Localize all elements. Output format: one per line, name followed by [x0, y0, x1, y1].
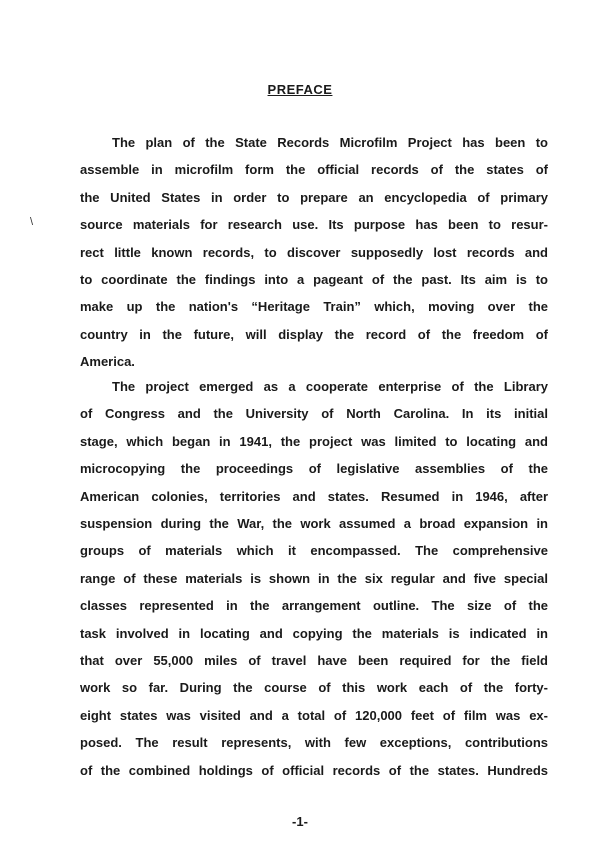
text-line: country in the future, will display the record of the freedom of [80, 326, 548, 342]
text-line: of Congress and the University of North Carolina. In its initial [80, 406, 548, 422]
text-line: posed. The result represents, with few exceptions, contributions [80, 735, 548, 751]
stray-mark: \ [30, 216, 34, 228]
text-line: suspension during the War, the work assumed a broad expansion in [80, 516, 548, 531]
text-line: source materials for research use. Its purpose has been to resur- [80, 217, 548, 233]
text-line: rect little known records, to discover supposedly lost records and [80, 244, 548, 260]
text-line: to coordinate the findings into a pageant of the past. Its aim is to [80, 272, 548, 287]
page-title [0, 82, 600, 97]
title-text: PREFACE [267, 82, 333, 97]
text-line: assemble in microfilm form the official records of the states of [80, 162, 548, 178]
text-line: work so far. During the course of this work each of the forty- [80, 680, 548, 696]
text-line: microcopying the proceedings of legislative assemblies of the [80, 461, 548, 477]
text-line: eight states was visited and a total of 120,000 feet of film was ex- [80, 707, 548, 723]
text-line: classes represented in the arrangement outline. The size of the [80, 598, 548, 614]
text-line: The plan of the State Records Microfilm Project has been to [112, 135, 548, 150]
text-line: make up the nation's “Heritage Train” which, moving over the [80, 299, 548, 315]
text-line: range of these materials is shown in the six regular and five special [80, 570, 548, 586]
page-number: -1- [292, 814, 308, 829]
text-line: that over 55,000 miles of travel have been required for the field [80, 653, 548, 668]
text-line: The project emerged as a cooperate enterprise of the Library [112, 379, 548, 394]
text-line: stage, which began in 1941, the project was limited to locating and [80, 433, 548, 449]
text-line: task involved in locating and copying the materials is indicated in [80, 625, 548, 641]
text-line: America. [80, 354, 135, 370]
text-line: the United States in order to prepare an encyclopedia of primary [80, 189, 548, 205]
text-line: of the combined holdings of official records of the states. Hundreds [80, 762, 548, 778]
text-line: groups of materials which it encompassed. The comprehensive [80, 543, 548, 559]
text-line: American colonies, territories and states. Resumed in 1946, after [80, 488, 548, 504]
